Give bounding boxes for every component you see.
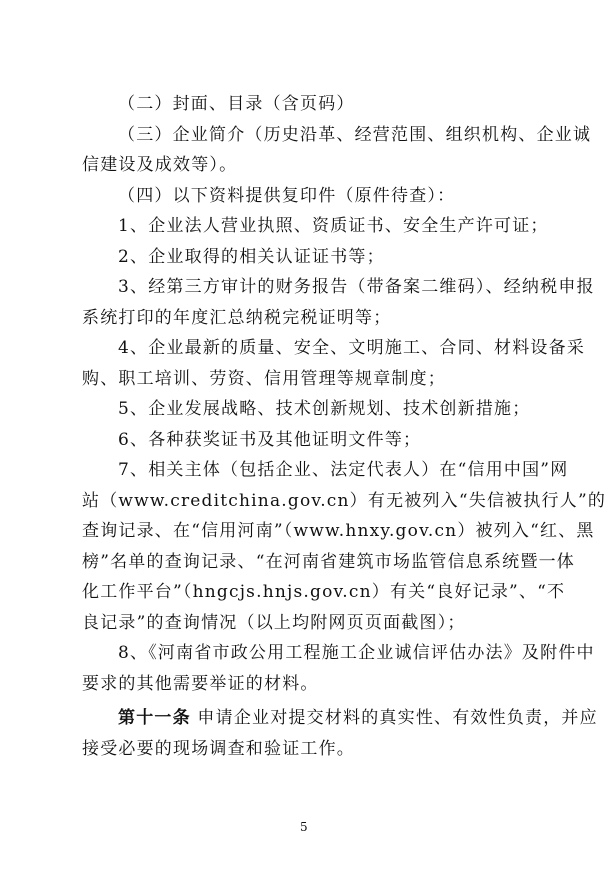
company-profile-item: （三）企业简介（历史沿革、经营范围、组织机构、企业诚	[118, 125, 592, 145]
credit-record-continuation-4: 化工作平台”（hngcjs.hnjs.gov.cn）有关“良好记录”、“不	[82, 582, 566, 602]
article-11-heading: 第十一条	[118, 708, 191, 728]
other-evidence-continuation: 要求的其他需要举证的材料。	[82, 674, 319, 694]
credit-record-continuation-5: 良记录”的查询情况（以上均附网页页面截图）；	[82, 613, 466, 633]
other-evidence-item: 8、《河南省市政公用工程施工企业诚信评估办法》及附件中	[118, 643, 595, 663]
management-rules-item: 4、企业最新的质量、安全、文明施工、合同、材料设备采	[118, 338, 586, 358]
credit-record-item: 7、相关主体（包括企业、法定代表人）在“信用中国”网	[118, 460, 569, 480]
copy-materials-heading: （四）以下资料提供复印件（原件待查）：	[118, 186, 456, 206]
company-profile-continuation: 信建设及成效等）。	[82, 155, 238, 175]
cover-and-contents-item: （二）封面、目录（含页码）	[118, 94, 355, 114]
credit-record-continuation-1: 站（www.creditchina.gov.cn）有无被列入“失信被执行人”的	[82, 491, 607, 511]
credit-record-continuation-3: 榜”名单的查询记录、“在河南省建筑市场监管信息系统暨一体	[82, 552, 575, 572]
award-certificates-item: 6、各种获奖证书及其他证明文件等；	[118, 430, 422, 450]
page-number: 5	[300, 820, 308, 834]
financial-report-continuation: 系统打印的年度汇总纳税完税证明等；	[82, 308, 392, 328]
development-strategy-item: 5、企业发展战略、技术创新规划、技术创新措施；	[118, 399, 531, 419]
article-11-text: 申请企业对提交材料的真实性、有效性负责，并应	[197, 708, 598, 728]
article-11-line-2: 接受必要的现场调查和验证工作。	[82, 739, 355, 759]
management-rules-continuation: 购、职工培训、劳资、信用管理等规章制度；	[82, 369, 446, 389]
license-item: 1、企业法人营业执照、资质证书、安全生产许可证；	[118, 216, 549, 236]
credit-record-continuation-2: 查询记录、在“信用河南”（www.hnxy.gov.cn）被列入“红、黑	[82, 521, 595, 541]
financial-report-item: 3、经第三方审计的财务报告（带备案二维码）、经纳税申报	[118, 277, 595, 297]
article-11-line-1	[118, 706, 598, 730]
certification-item: 2、企业取得的相关认证证书等；	[118, 247, 385, 267]
